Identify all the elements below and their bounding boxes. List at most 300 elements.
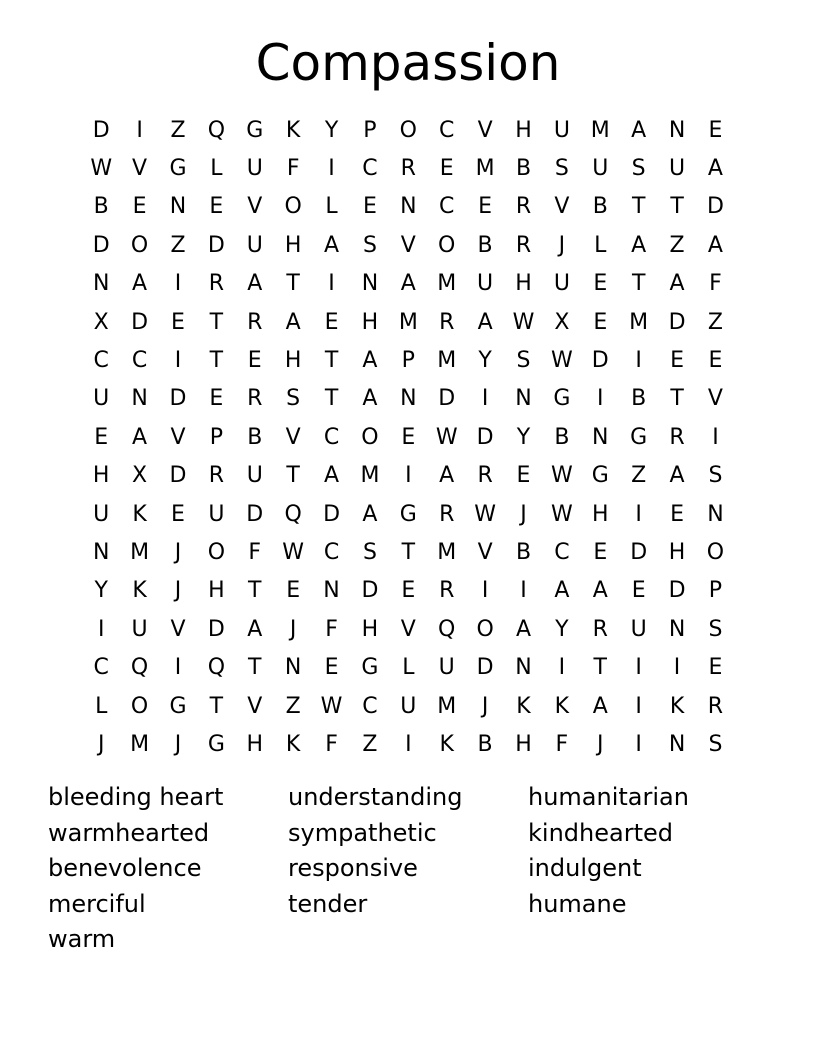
grid-letter: D (92, 117, 110, 143)
grid-letter: Y (94, 578, 108, 604)
grid-letter: E (324, 309, 339, 335)
grid-letter: L (402, 655, 415, 681)
grid-letter: I (97, 616, 105, 642)
word-list-item: warm (48, 925, 116, 953)
grid-letter: E (593, 309, 608, 335)
grid-letter: U (208, 501, 225, 527)
grid-letter: C (439, 194, 455, 220)
grid-letter: A (324, 463, 340, 489)
grid-letter: A (324, 232, 340, 258)
grid-letter: N (515, 386, 532, 412)
grid-letter: F (325, 731, 338, 757)
grid-letter: A (362, 501, 378, 527)
grid-letter: V (170, 424, 186, 450)
grid-letter: W (551, 348, 573, 374)
grid-letter: A (669, 271, 685, 297)
grid-letter: D (476, 424, 494, 450)
grid-letter: E (171, 501, 185, 527)
grid-letter: D (591, 348, 609, 374)
grid-letter: I (597, 386, 604, 412)
grid-letter: G (169, 693, 187, 719)
grid-letter: K (554, 693, 570, 719)
grid-letter: S (516, 348, 531, 374)
grid-letter: H (361, 616, 379, 642)
grid-letter: A (631, 232, 647, 258)
word-list-item: benevolence (48, 854, 202, 882)
grid-letter: D (169, 463, 187, 489)
grid-letter: T (401, 539, 416, 565)
grid-letter: S (708, 463, 723, 489)
grid-letter: Z (170, 232, 186, 258)
grid-letter: U (246, 156, 263, 182)
grid-letter: W (551, 463, 573, 489)
grid-letter: U (438, 655, 455, 681)
grid-letter: E (439, 156, 454, 182)
grid-letter: I (558, 655, 566, 681)
grid-letter: L (95, 693, 108, 719)
grid-letter: Z (631, 463, 647, 489)
grid-letter: K (516, 693, 531, 719)
word-list-item: merciful (48, 889, 146, 918)
grid-letter: U (669, 156, 686, 182)
grid-letter: M (590, 117, 610, 143)
grid-letter: T (209, 309, 224, 335)
grid-letter: M (437, 271, 457, 297)
grid-letter: J (174, 539, 182, 565)
grid-letter: B (515, 539, 532, 565)
grid-letter: N (668, 731, 686, 757)
grid-letter: D (630, 539, 648, 565)
grid-letter: W (551, 501, 573, 527)
grid-letter: R (515, 232, 532, 258)
grid-letter: N (707, 501, 724, 527)
grid-letter: H (284, 348, 302, 374)
grid-letter: M (360, 463, 380, 489)
grid-letter: R (439, 578, 455, 604)
grid-letter: R (707, 693, 724, 719)
grid-letter: C (131, 348, 148, 374)
grid-letter: S (362, 539, 377, 565)
page-title: Compassion (255, 34, 561, 92)
grid-letter: J (520, 501, 527, 527)
grid-letter: S (708, 616, 723, 642)
grid-letter: U (553, 117, 570, 143)
grid-letter: T (670, 386, 684, 412)
grid-letter: E (286, 578, 301, 604)
grid-letter: S (362, 232, 377, 258)
grid-letter: R (477, 463, 493, 489)
grid-letter: K (132, 501, 147, 527)
grid-letter: W (512, 309, 535, 335)
grid-letter: I (136, 117, 143, 143)
grid-letter: C (323, 424, 340, 450)
grid-letter: R (208, 463, 225, 489)
grid-letter: E (670, 348, 684, 374)
grid-letter: R (208, 271, 225, 297)
grid-letter: T (209, 348, 224, 374)
grid-letter: V (707, 386, 723, 412)
grid-letter: T (209, 693, 224, 719)
grid-letter: A (669, 463, 685, 489)
grid-letter: E (593, 271, 608, 297)
grid-letter: T (631, 194, 646, 220)
grid-letter: O (399, 117, 417, 143)
word-list-item: warmhearted (48, 818, 210, 847)
grid-letter: I (712, 424, 719, 450)
grid-letter: J (558, 232, 566, 258)
grid-letter: O (130, 693, 149, 719)
grid-letter: B (477, 232, 493, 258)
grid-letter: M (475, 156, 495, 182)
word-list-item: understanding (288, 783, 463, 811)
grid-letter: Y (324, 117, 339, 143)
grid-letter: T (593, 655, 607, 681)
word-list-item: humanitarian (528, 783, 689, 811)
grid-letter: J (597, 731, 604, 757)
grid-letter: G (207, 731, 225, 757)
grid-letter: Y (516, 424, 531, 450)
grid-letter: Q (284, 501, 302, 527)
grid-letter: V (170, 616, 186, 642)
grid-letter: A (592, 578, 608, 604)
grid-letter: M (130, 731, 150, 757)
grid-letter: D (323, 501, 341, 527)
grid-letter: A (554, 578, 570, 604)
grid-letter: D (207, 616, 225, 642)
grid-letter: E (209, 386, 224, 412)
grid-letter: N (400, 194, 417, 220)
grid-letter: T (286, 463, 300, 489)
grid-letter: F (709, 271, 722, 297)
grid-letter: J (481, 693, 489, 719)
grid-letter: E (593, 539, 608, 565)
grid-letter: M (130, 539, 150, 565)
word-list-item: sympathetic (288, 818, 437, 847)
grid-letter: R (247, 386, 263, 412)
grid-letter: W (90, 156, 113, 182)
grid-letter: W (282, 539, 305, 565)
grid-letter: D (361, 578, 379, 604)
grid-letter: W (435, 424, 458, 450)
grid-letter: M (437, 539, 457, 565)
grid-letter: R (439, 501, 455, 527)
grid-letter: R (515, 194, 532, 220)
grid-letter: G (591, 463, 609, 489)
grid-letter: B (477, 731, 493, 757)
grid-letter: N (92, 539, 110, 565)
grid-letter: V (554, 194, 570, 220)
grid-letter: X (132, 463, 148, 489)
grid-letter: E (631, 578, 646, 604)
grid-letter: A (247, 271, 263, 297)
grid-letter: V (477, 117, 493, 143)
grid-letter: E (247, 348, 262, 374)
grid-letter: A (247, 616, 263, 642)
grid-letter: P (363, 117, 377, 143)
grid-letter: N (131, 386, 148, 412)
grid-letter: M (437, 348, 457, 374)
grid-letter: E (708, 117, 723, 143)
grid-letter: I (635, 655, 642, 681)
grid-letter: S (286, 386, 301, 412)
grid-letter: G (246, 117, 264, 143)
grid-letter: A (477, 309, 493, 335)
grid-letter: U (400, 693, 417, 719)
grid-letter: E (401, 578, 416, 604)
grid-letter: X (93, 309, 109, 335)
grid-letter: E (171, 309, 185, 335)
grid-letter: V (285, 424, 301, 450)
grid-letter: H (246, 731, 264, 757)
grid-letter: C (93, 655, 109, 681)
grid-letter: E (516, 463, 531, 489)
grid-letter: N (400, 386, 417, 412)
word-list-item: responsive (288, 854, 418, 882)
grid-letter: H (284, 232, 302, 258)
grid-letter: O (706, 539, 725, 565)
grid-letter: C (362, 156, 378, 182)
grid-letter: I (673, 655, 681, 681)
grid-letter: Z (285, 693, 301, 719)
grid-letter: C (554, 539, 570, 565)
grid-letter: N (169, 194, 187, 220)
grid-letter: N (284, 655, 302, 681)
grid-letter: V (132, 156, 148, 182)
grid-letter: K (439, 731, 454, 757)
grid-letter: I (481, 578, 489, 604)
word-list-item: kindhearted (528, 818, 673, 847)
grid-letter: A (400, 271, 416, 297)
grid-letter: E (94, 424, 109, 450)
grid-letter: H (515, 117, 532, 143)
grid-letter: L (325, 194, 338, 220)
grid-letter: N (668, 616, 686, 642)
grid-letter: Z (707, 309, 723, 335)
grid-letter: U (477, 271, 494, 297)
grid-letter: A (362, 348, 378, 374)
grid-letter: S (708, 731, 723, 757)
grid-letter: I (405, 731, 412, 757)
grid-letter: U (93, 501, 110, 527)
grid-letter: U (246, 232, 263, 258)
grid-letter: W (474, 501, 496, 527)
grid-letter: K (285, 731, 301, 757)
grid-letter: R (247, 309, 263, 335)
grid-letter: B (592, 194, 608, 220)
grid-letter: M (398, 309, 418, 335)
grid-letter: W (320, 693, 343, 719)
grid-letter: F (555, 731, 569, 757)
grid-letter: H (361, 309, 379, 335)
grid-letter: B (247, 424, 263, 450)
grid-letter: A (439, 463, 455, 489)
grid-letter: O (438, 232, 456, 258)
grid-letter: T (324, 348, 339, 374)
grid-letter: G (361, 655, 379, 681)
grid-letter: K (132, 578, 147, 604)
grid-letter: D (246, 501, 264, 527)
grid-letter: J (97, 731, 105, 757)
grid-letter: H (515, 271, 532, 297)
grid-letter: C (93, 348, 109, 374)
grid-letter: U (592, 156, 609, 182)
grid-letter: O (130, 232, 149, 258)
grid-letter: I (635, 501, 642, 527)
grid-letter: T (286, 271, 300, 297)
grid-letter: B (554, 424, 570, 450)
word-list-item: humane (528, 889, 627, 918)
grid-letter: J (289, 616, 297, 642)
grid-letter: E (132, 194, 147, 220)
grid-letter: T (248, 655, 262, 681)
grid-letter: R (592, 616, 608, 642)
grid-letter: V (400, 616, 416, 642)
grid-letter: J (174, 578, 182, 604)
grid-letter: I (635, 731, 642, 757)
grid-letter: V (247, 194, 263, 220)
grid-letter: N (323, 578, 340, 604)
grid-letter: S (554, 156, 569, 182)
grid-letter: N (592, 424, 609, 450)
grid-letter: Y (478, 348, 492, 374)
grid-letter: P (401, 348, 415, 374)
grid-letter: D (438, 386, 456, 412)
grid-letter: T (324, 386, 339, 412)
word-list-item: tender (288, 889, 368, 918)
grid-letter: C (323, 539, 340, 565)
grid-letter: A (515, 616, 532, 642)
grid-letter: H (515, 731, 532, 757)
grid-letter: N (361, 271, 379, 297)
letter-grid (82, 111, 735, 764)
word-column (528, 780, 768, 958)
grid-letter: U (246, 463, 263, 489)
grid-letter: D (668, 578, 686, 604)
grid-letter: Q (130, 655, 149, 681)
grid-letter: V (477, 539, 493, 565)
grid-letter: N (92, 271, 110, 297)
grid-letter: L (594, 232, 607, 258)
grid-letter: G (553, 386, 571, 412)
grid-letter: Y (555, 616, 569, 642)
grid-letter: A (362, 386, 378, 412)
grid-letter: Z (170, 117, 186, 143)
grid-letter: R (439, 309, 455, 335)
grid-letter: N (515, 655, 532, 681)
grid-letter: T (631, 271, 646, 297)
word-column (288, 780, 528, 958)
grid-letter: E (670, 501, 684, 527)
grid-letter: A (707, 232, 723, 258)
grid-letter: F (325, 616, 338, 642)
grid-letter: I (328, 156, 335, 182)
grid-letter: K (285, 117, 301, 143)
grid-letter: Q (207, 655, 226, 681)
word-list-item: bleeding heart (48, 783, 224, 811)
grid-letter: I (635, 348, 642, 374)
grid-letter: G (169, 156, 187, 182)
grid-letter: V (400, 232, 416, 258)
grid-letter: Q (438, 616, 456, 642)
grid-letter: E (708, 655, 723, 681)
word-column (48, 780, 288, 958)
grid-letter: X (554, 309, 570, 335)
grid-letter: E (708, 348, 723, 374)
grid-letter: A (132, 424, 148, 450)
grid-letter: E (478, 194, 493, 220)
grid-letter: Z (669, 232, 685, 258)
grid-letter: I (174, 348, 182, 374)
grid-letter: G (630, 424, 648, 450)
grid-letter: E (209, 194, 224, 220)
grid-letter: I (328, 271, 335, 297)
grid-letter: D (476, 655, 494, 681)
grid-letter: A (707, 156, 723, 182)
grid-letter: D (131, 309, 149, 335)
grid-letter: Z (362, 731, 378, 757)
grid-letter: D (92, 232, 110, 258)
grid-letter: Q (207, 117, 226, 143)
grid-letter: V (247, 693, 263, 719)
grid-letter: A (285, 309, 301, 335)
grid-letter: R (669, 424, 685, 450)
grid-letter: A (132, 271, 148, 297)
grid-letter: F (248, 539, 262, 565)
grid-letter: H (208, 578, 225, 604)
grid-letter: U (630, 616, 647, 642)
grid-letter: T (670, 194, 684, 220)
grid-letter: M (629, 309, 649, 335)
grid-letter: A (592, 693, 608, 719)
grid-letter: T (248, 578, 262, 604)
grid-letter: B (93, 194, 109, 220)
grid-letter: S (631, 156, 646, 182)
grid-letter: C (362, 693, 378, 719)
grid-letter: E (401, 424, 416, 450)
grid-letter: B (515, 156, 532, 182)
grid-letter: U (553, 271, 570, 297)
grid-letter: I (174, 271, 182, 297)
grid-letter: H (92, 463, 110, 489)
grid-letter: G (399, 501, 417, 527)
grid-letter: P (209, 424, 223, 450)
grid-letter: P (708, 578, 723, 604)
word-list-item: indulgent (528, 854, 642, 882)
grid-letter: I (405, 463, 412, 489)
grid-letter: D (706, 194, 724, 220)
grid-letter: B (631, 386, 647, 412)
grid-letter: M (437, 693, 457, 719)
grid-letter: I (481, 386, 489, 412)
grid-letter: D (668, 309, 686, 335)
grid-letter: O (476, 616, 494, 642)
grid-letter: L (210, 156, 223, 182)
grid-letter: E (362, 194, 377, 220)
grid-letter: O (207, 539, 226, 565)
grid-letter: K (669, 693, 685, 719)
grid-letter: A (631, 117, 647, 143)
grid-letter: J (174, 731, 182, 757)
word-list (48, 780, 768, 958)
grid-letter: H (668, 539, 686, 565)
grid-letter: D (169, 386, 187, 412)
grid-letter: D (207, 232, 225, 258)
grid-letter: O (361, 424, 379, 450)
grid-letter: U (131, 616, 148, 642)
grid-letter: I (520, 578, 527, 604)
grid-letter: N (668, 117, 686, 143)
grid-letter: I (635, 693, 642, 719)
